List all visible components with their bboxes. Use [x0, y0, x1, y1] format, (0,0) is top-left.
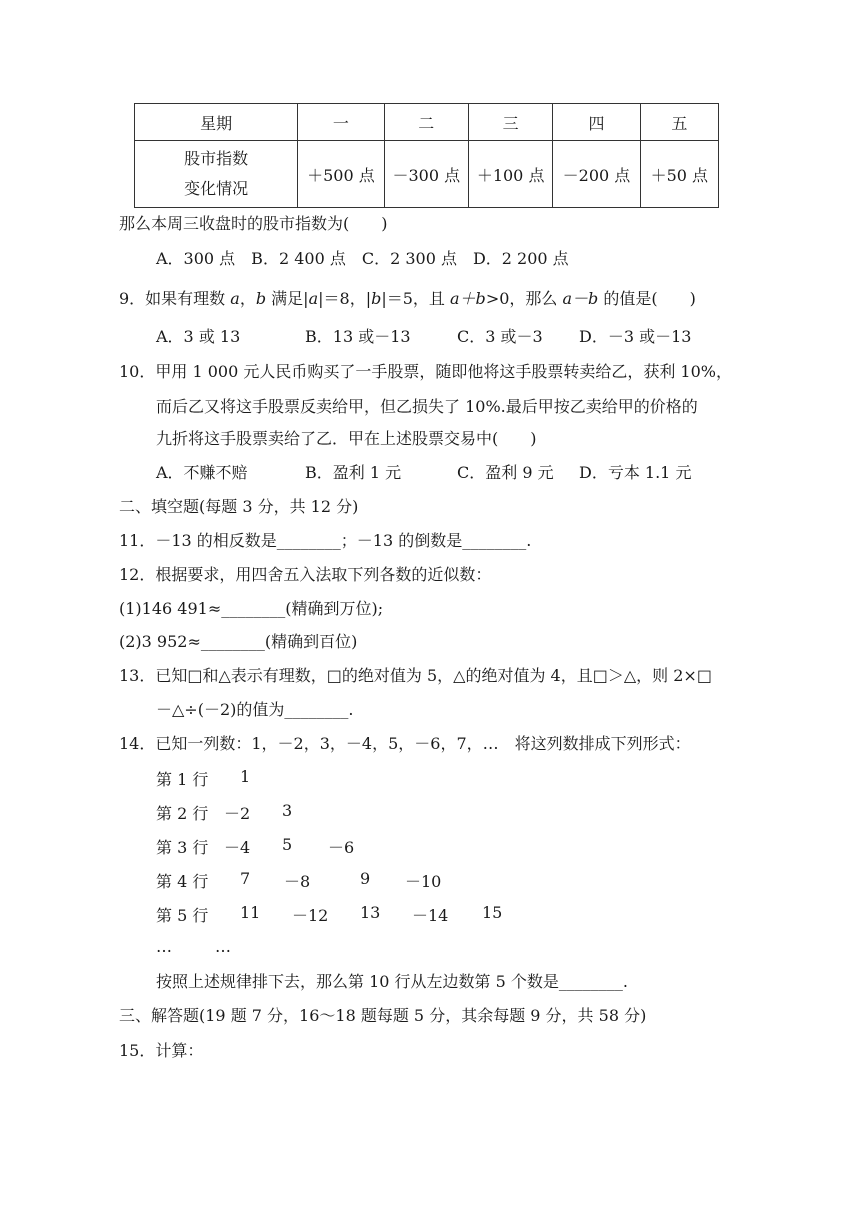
table-cell: －300 点 [384, 141, 468, 208]
row-number: －12 [292, 906, 329, 925]
table-header-cell: 四 [553, 104, 640, 141]
q9-var: b [255, 289, 267, 308]
row-number: 5 [282, 835, 293, 854]
table-header-cell: 三 [468, 104, 552, 141]
q9-text: ， [239, 289, 256, 308]
q15: 15．计算： [119, 1041, 204, 1060]
row-label: 第 2 行 [156, 804, 209, 823]
q10-line1: 10．甲用 1 000 元人民币购买了一手股票，随即他将这手股票转卖给乙，获利 10%， [119, 362, 732, 381]
q10-line2: 而后乙又将这手股票反卖给甲，但乙损失了 10%.最后甲按乙卖给甲的价格的 [156, 397, 698, 416]
row-number: －4 [224, 838, 251, 857]
q9-text: |＝8，| [318, 289, 372, 308]
q9-var: b [371, 289, 382, 308]
q9-expr: a－b [562, 289, 599, 308]
row-number: 7 [240, 869, 251, 888]
q9-var: a [308, 289, 319, 308]
q10-line3: 九折将这手股票卖给了乙．甲在上述股票交易中( ) [156, 429, 537, 448]
q9-option-b: B．13 或－13 [305, 327, 411, 346]
stock-index-table [134, 103, 719, 208]
row-label-line: 股市指数 [184, 149, 249, 168]
q11: 11．－13 的相反数是________；－13 的倒数是________. [119, 531, 532, 550]
q9-text: 9．如果有理数 [119, 289, 231, 308]
row-number: 15 [482, 903, 503, 922]
q8-stem: 那么本周三收盘时的股市指数为( ) [119, 214, 388, 233]
table-row [135, 141, 719, 208]
q9-text: 的值是( ) [598, 289, 696, 308]
q9-var: a [230, 289, 240, 308]
row-label: 第 1 行 [156, 770, 209, 789]
q8-options: A．300 点 B．2 400 点 C．2 300 点 D．2 200 点 [156, 249, 569, 268]
table-header-cell: 五 [640, 104, 718, 141]
row-label-line: 变化情况 [184, 179, 249, 198]
table-header-row [135, 104, 719, 141]
ellipsis: … [215, 937, 231, 956]
row-number: 11 [240, 903, 261, 922]
q13-line2: －△÷(－2)的值为________. [156, 700, 354, 719]
row-number: －8 [284, 872, 311, 891]
q9-stem [119, 288, 696, 310]
section-3-heading: 三、解答题(19 题 7 分，16～18 题每题 5 分，其余每题 9 分，共 58 分) [119, 1006, 647, 1025]
row-number: 3 [282, 801, 293, 820]
row-number: －14 [412, 906, 449, 925]
row-number: －2 [224, 804, 251, 823]
table-header-cell: 二 [384, 104, 468, 141]
q10-option-c: C．盈利 9 元 [457, 463, 554, 482]
q9-expr: a＋b [450, 289, 486, 308]
ellipsis: … [156, 937, 172, 956]
q10-option-a: A．不赚不赔 [156, 463, 248, 482]
q12-part1: (1)146 491≈________(精确到万位); [119, 599, 384, 618]
row-number: 1 [240, 767, 251, 786]
q14-stem: 14．已知一列数：1，－2，3，－4，5，－6，7，… 将这列数排成下列形式： [119, 734, 691, 753]
table-cell: ＋500 点 [298, 141, 384, 208]
q9-option-a: A．3 或 13 [156, 327, 241, 346]
table-header-cell: 星期 [135, 104, 298, 141]
q13-line1: 13．已知□和△表示有理数，□的绝对值为 5，△的绝对值为 4，且□＞△，则 2×□ [119, 666, 712, 685]
q9-text: 满足| [266, 289, 309, 308]
table-header-cell: 一 [298, 104, 384, 141]
q10-option-b: B．盈利 1 元 [305, 463, 402, 482]
table-cell: ＋100 点 [468, 141, 552, 208]
row-number: －10 [405, 872, 442, 891]
q9-option-d: D．－3 或－13 [579, 327, 692, 346]
q9-text: |＝5，且 [381, 289, 451, 308]
row-label: 第 4 行 [156, 872, 209, 891]
table-cell: ＋50 点 [640, 141, 718, 208]
section-2-heading: 二、填空题(每题 3 分，共 12 分) [119, 497, 359, 516]
row-number: －6 [328, 838, 355, 857]
row-number: 13 [360, 903, 381, 922]
row-label: 第 5 行 [156, 906, 209, 925]
row-number: 9 [360, 869, 371, 888]
q9-option-c: C．3 或－3 [457, 327, 543, 346]
q14-question: 按照上述规律排下去，那么第 10 行从左边数第 5 个数是________. [156, 972, 628, 991]
row-label-cell [135, 141, 298, 208]
table-cell: －200 点 [553, 141, 640, 208]
q9-text: >0，那么 [485, 289, 563, 308]
q12-part2: (2)3 952≈________(精确到百位) [119, 632, 358, 651]
q10-option-d: D．亏本 1.1 元 [579, 463, 692, 482]
q12-stem: 12．根据要求，用四舍五入法取下列各数的近似数： [119, 565, 492, 584]
row-label: 第 3 行 [156, 838, 209, 857]
